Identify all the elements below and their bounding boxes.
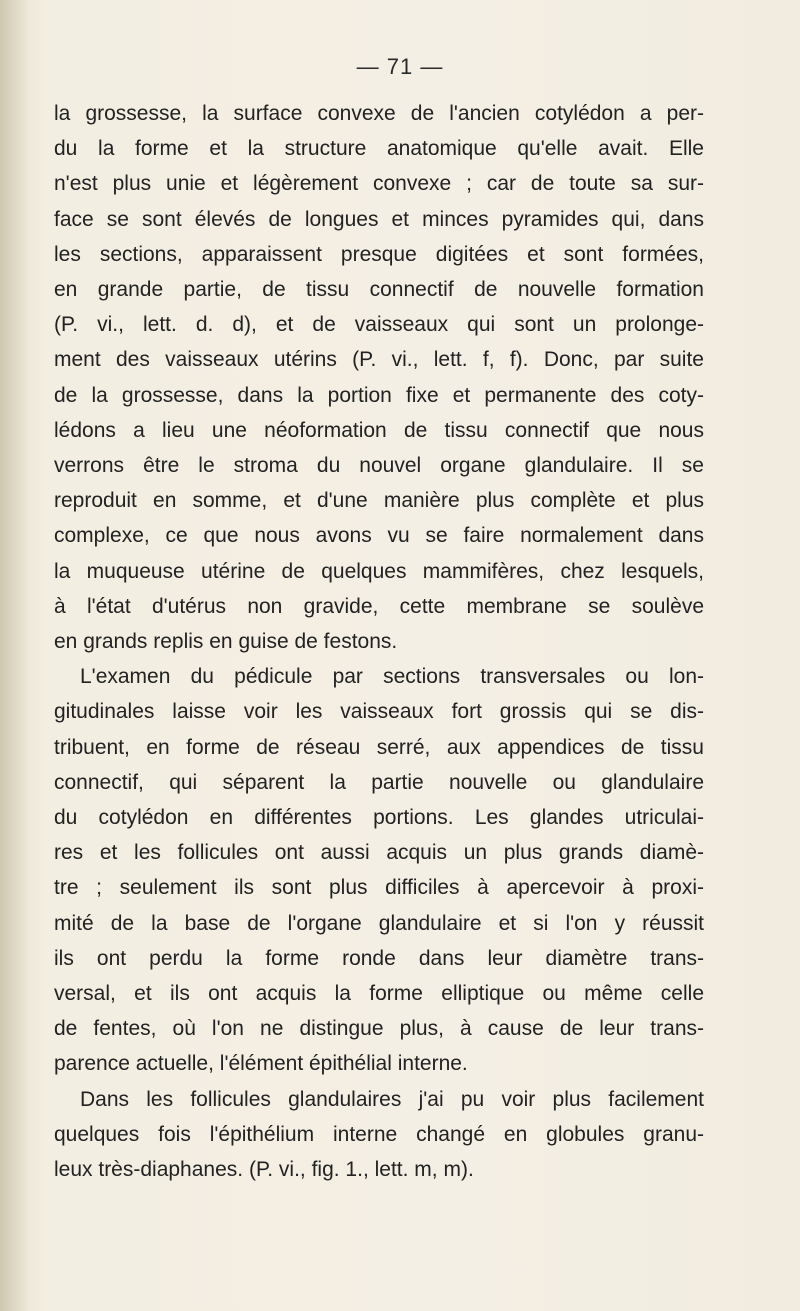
binding-shadow: [0, 0, 30, 1311]
text-line: les sections, apparaissent presque digitées et sont formées,: [54, 242, 704, 266]
text-line: connectif, qui séparent la partie nouvelle ou glandulaire: [54, 770, 704, 794]
body-text: [54, 96, 704, 1187]
text-line: du cotylédon en différentes portions. Les glandes utriculai-: [54, 806, 704, 830]
text-line: verrons être le stroma du nouvel organe glandulaire. Il se: [54, 454, 704, 478]
text-line: ils ont perdu la forme ronde dans leur diamètre trans-: [54, 946, 704, 970]
text-line: versal, et ils ont acquis la forme elliptique ou même celle: [54, 982, 704, 1006]
text-line: complexe, ce que nous avons vu se faire normalement dans: [54, 524, 704, 548]
text-line: à l'état d'utérus non gravide, cette membrane se soulève: [54, 594, 704, 618]
page-number: — 71 —: [356, 54, 444, 79]
text-line: tre ; seulement ils sont plus difficiles à apercevoir à proxi-: [54, 876, 704, 900]
text-line: reproduit en somme, et d'une manière plus complète et plus: [54, 489, 704, 513]
paragraph-start: L'examen du pédicule par sections transversales ou lon-: [80, 665, 704, 689]
text-line: tribuent, en forme de réseau serré, aux appendices de tissu: [54, 735, 704, 759]
text-line: de fentes, où l'on ne distingue plus, à cause de leur trans-: [54, 1017, 704, 1041]
text-line: mité de la base de l'organe glandulaire et si l'on y réussit: [54, 911, 704, 935]
text-line: ment des vaisseaux utérins (P. vi., lett. f, f). Donc, par suite: [54, 348, 704, 372]
text-line: la muqueuse utérine de quelques mammifères, chez lesquels,: [54, 559, 704, 583]
text-line: en grands replis en guise de festons.: [54, 630, 398, 654]
text-line: du la forme et la structure anatomique qu'elle avait. Elle: [54, 137, 704, 161]
text-line: leux très-diaphanes. (P. vi., fig. 1., lett. m, m).: [54, 1158, 474, 1182]
paragraph-start: Dans les follicules glandulaires j'ai pu voir plus facilement: [80, 1087, 704, 1111]
text-line: la grossesse, la surface convexe de l'ancien cotylédon a per-: [54, 102, 704, 125]
text-line: en grande partie, de tissu connectif de nouvelle formation: [54, 278, 704, 302]
text-line: gitudinales laisse voir les vaisseaux fort grossis qui se dis-: [54, 700, 704, 724]
text-line: parence actuelle, l'élément épithélial interne.: [54, 1052, 468, 1076]
text-line: (P. vi., lett. d. d), et de vaisseaux qui sont un prolonge-: [54, 313, 704, 337]
text-line: n'est plus unie et légèrement convexe ; car de toute sa sur-: [54, 172, 704, 196]
text-line: res et les follicules ont aussi acquis un plus grands diamè-: [54, 841, 704, 865]
text-line: de la grossesse, dans la portion fixe et permanente des coty-: [54, 383, 704, 407]
text-line: quelques fois l'épithélium interne changé en globules granu-: [54, 1122, 704, 1146]
text-line: lédons a lieu une néoformation de tissu connectif que nous: [54, 418, 704, 442]
text-line: face se sont élevés de longues et minces pyramides qui, dans: [54, 207, 704, 231]
